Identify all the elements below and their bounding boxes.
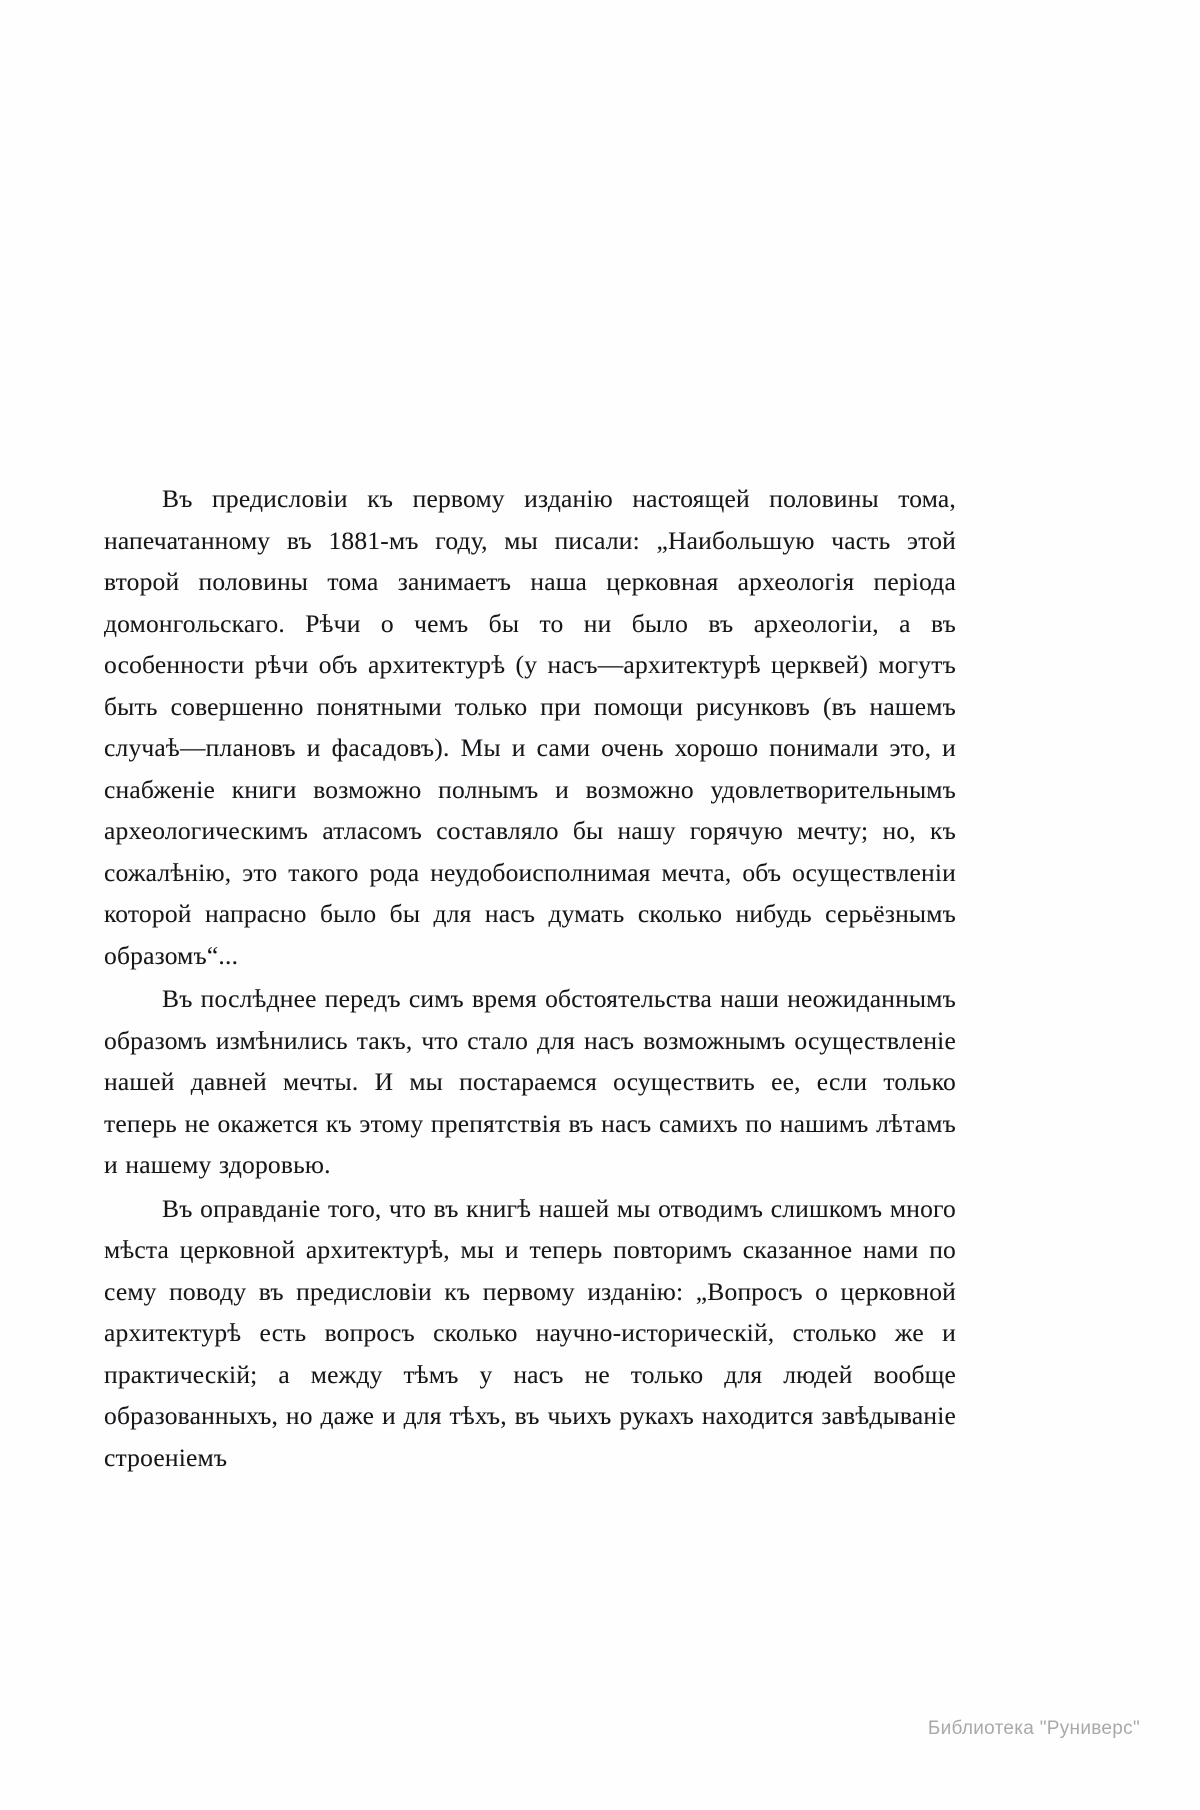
- library-watermark: Библиотека "Руниверс": [927, 1718, 1140, 1739]
- paragraph: Въ предисловіи къ первому изданію настоящей половины тома, напечатанному въ 1881-мъ году, мы писали: „Наибольшую часть этой второй половины тома занимаетъ наша церковная археологія періода домонгольскаго. Рѣчи о чемъ бы то ни было въ археологіи, а въ особенности рѣчи объ архитектурѣ (у насъ—архитектурѣ церквей) могутъ быть совершенно понятными только при помощи рисунковъ (въ нашемъ случаѣ—плановъ и фасадовъ). Мы и сами очень хорошо понимали это, и снабженіе книги возможно полнымъ и возможно удовлетворительнымъ археологическимъ атласомъ составляло бы нашу горячую мечту; но, къ сожалѣнію, это такого рода неудобоисполнимая мечта, объ осуществленіи которой напрасно было бы для насъ думать сколько нибудь серьёзнымъ образомъ“...: [104, 484, 956, 970]
- page-text-block: [104, 478, 956, 1480]
- paragraph: Въ послѣднее передъ симъ время обстоятельства наши неожиданнымъ образомъ измѣнились такъ, что стало для насъ возможнымъ осуществленіе нашей давней мечты. И мы постараемся осуществить ее, если только теперь не окажется къ этому препятствія въ насъ самихъ по нашимъ лѣтамъ и нашему здоровью.: [104, 984, 956, 1179]
- paragraph: Въ оправданіе того, что въ книгѣ нашей мы отводимъ слишкомъ много мѣста церковной архитектурѣ, мы и теперь повторимъ сказанное нами по сему поводу въ предисловіи къ первому изданію: „Вопросъ о церковной архитектурѣ есть вопросъ сколько научно-историческій, столько же и практическій; а между тѣмъ у насъ не только для людей вообще образованныхъ, но даже и для тѣхъ, въ чьихъ рукахъ находится завѣдываніе строеніемъ: [104, 1193, 956, 1472]
- page-footer: [0, 1718, 1200, 1740]
